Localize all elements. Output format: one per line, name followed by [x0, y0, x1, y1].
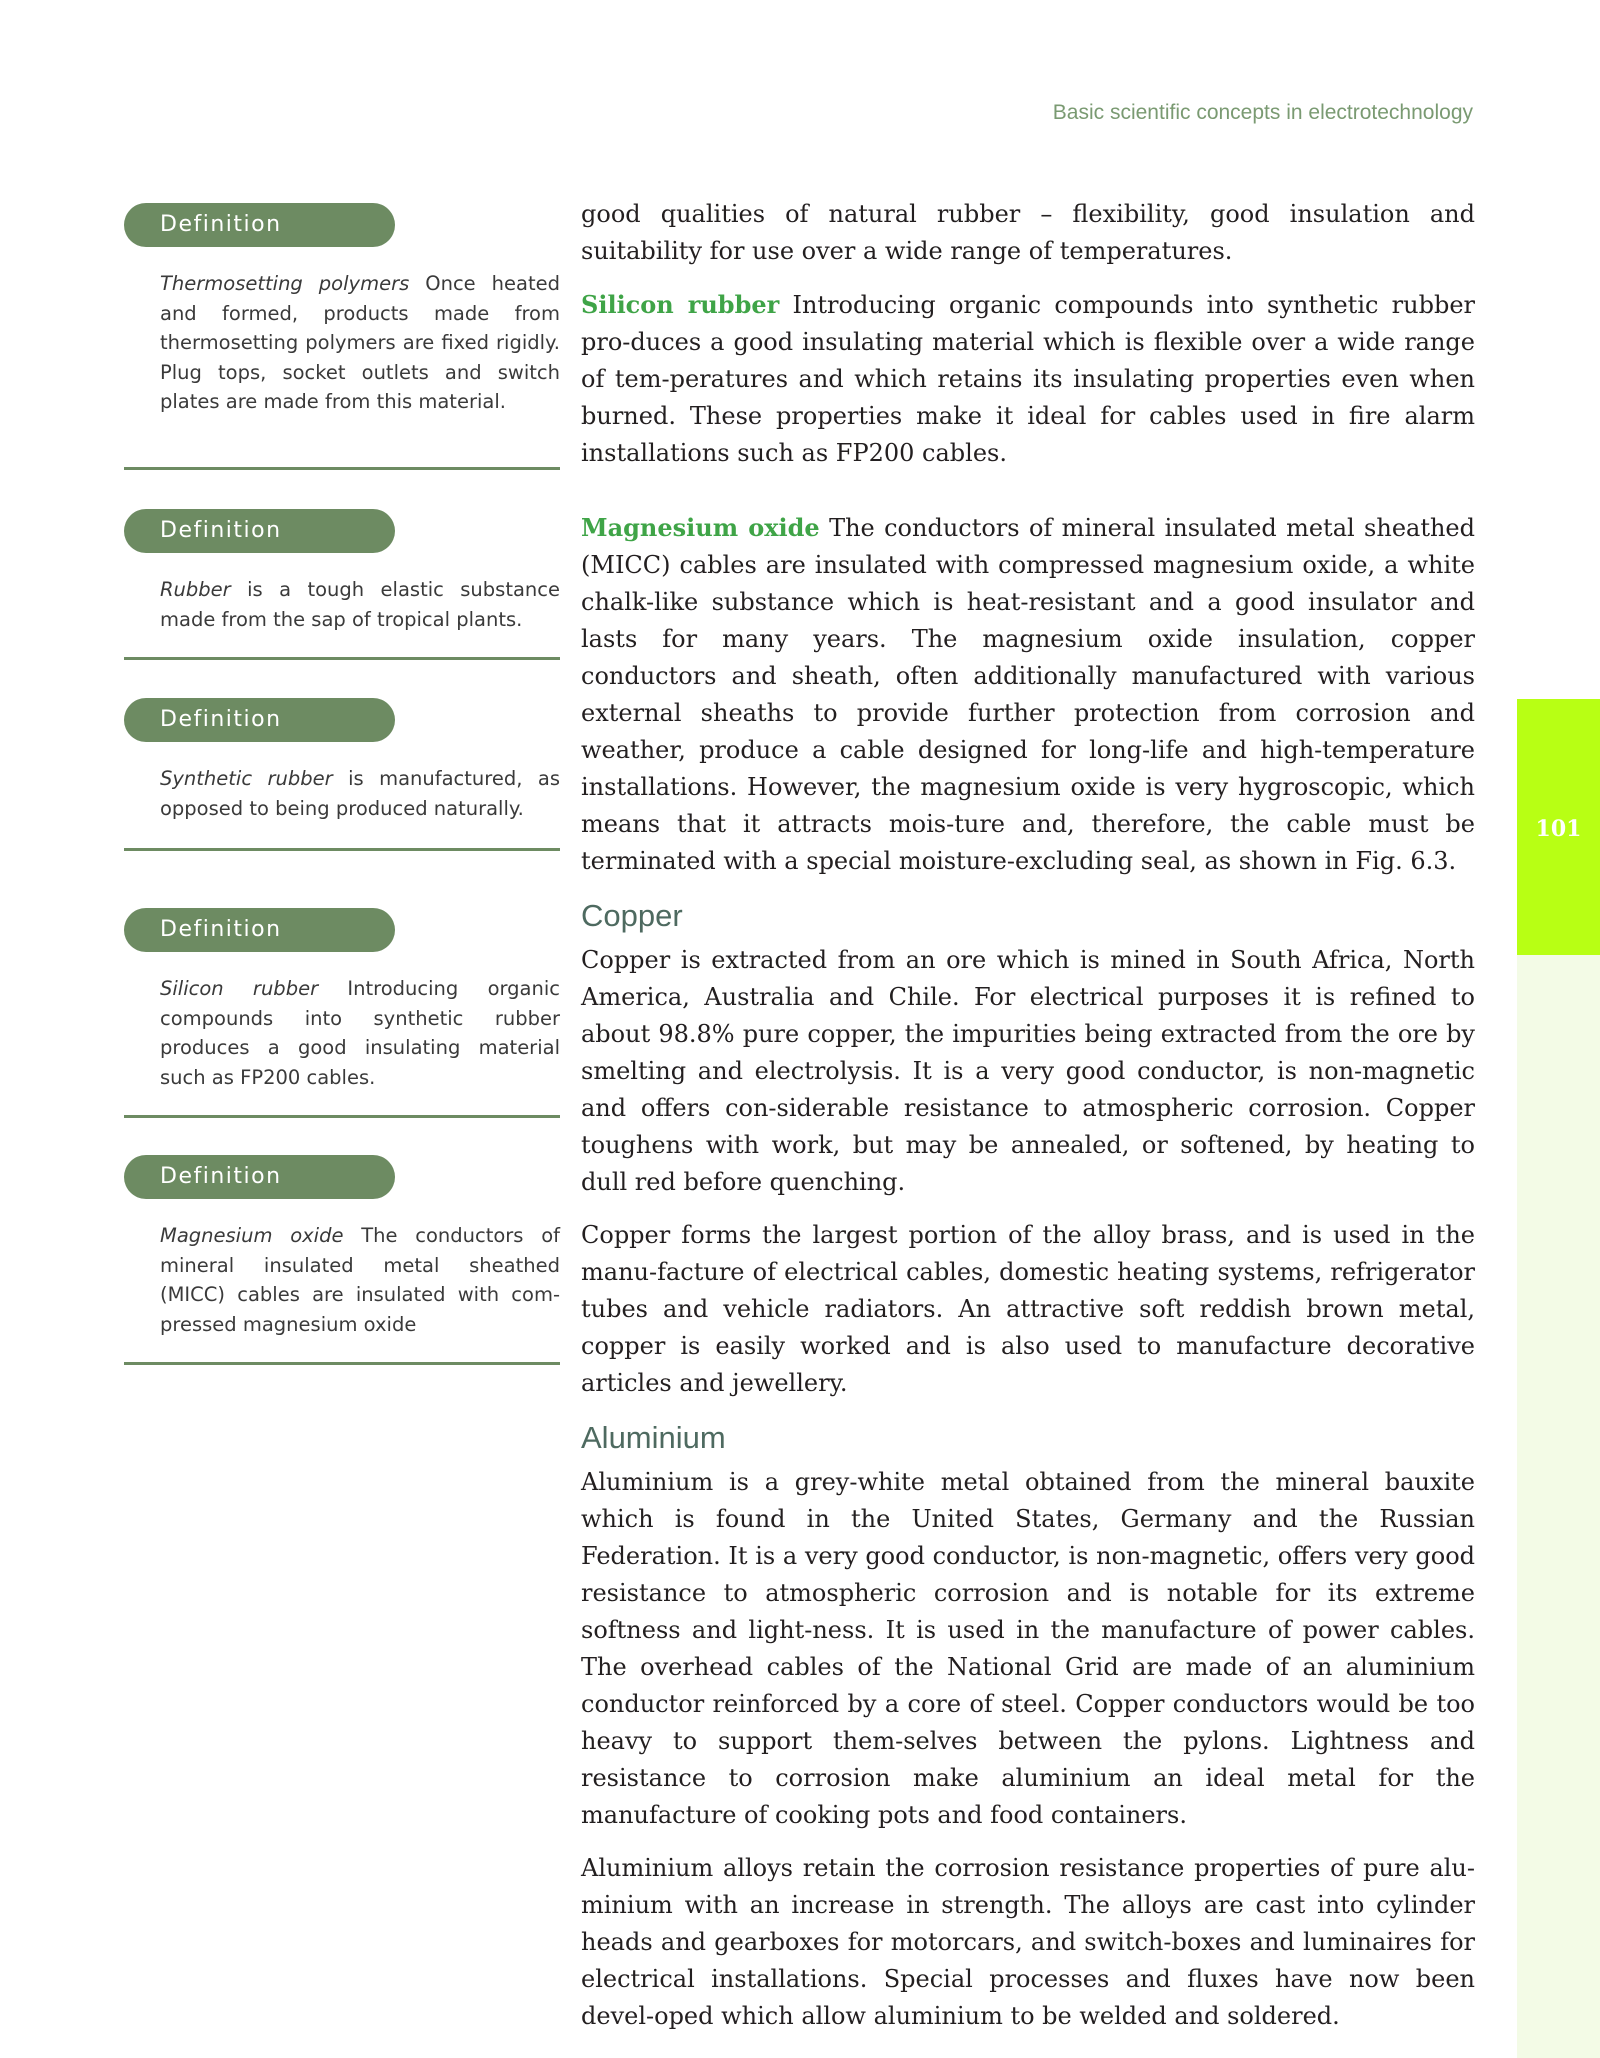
definition-body: is a tough elastic substance made from the sap of tropical plants.	[160, 578, 560, 631]
main-column	[581, 196, 1475, 2051]
definition-label: Definition	[124, 1155, 395, 1199]
body-paragraph: Copper is extracted from an ore which is mined in South Africa, North America, Australia and Chile. For electrical purposes it is refined to about 98.8% pure copper, the impurities being extracted from the ore by smelting and electrolysis. It is a very good conductor, is non-magnetic and offers con-siderable resistance to atmospheric corrosion. Copper toughens with work, but may be annealed, or softened, by heating to dull red before quenching.	[581, 946, 1475, 1196]
paragraph-body: Introducing organic compounds into synthetic rubber pro-duces a good insulating material which is flexible over a wide range of tem-peratures and which retains its insulating properties even when burned. These properties make it ideal for cables used in fire alarm installations such as FP200 cables.	[581, 291, 1475, 467]
run-in-heading: Silicon rubber	[581, 290, 780, 319]
definition-text	[160, 575, 560, 634]
definition-text	[160, 269, 560, 417]
definition-text	[160, 1221, 560, 1339]
definition-box	[124, 698, 560, 823]
definition-box	[124, 1155, 560, 1339]
body-paragraph: Aluminium alloys retain the corrosion resistance properties of pure alu-minium with an increase in strength. The alloys are cast into cylinder heads and gearboxes for motorcars, and switch-boxes and luminaires for electrical installations. Special processes and fluxes have now been devel-oped which allow aluminium to be welded and soldered.	[581, 1854, 1475, 2030]
definition-term: Synthetic rubber	[160, 767, 333, 790]
definition-body: Introducing organic compounds into synthetic rubber produces a good insulating material such as FP200 cables.	[160, 977, 560, 1089]
definition-box	[124, 509, 560, 634]
definition-box	[124, 203, 560, 417]
definition-term: Silicon rubber	[160, 977, 319, 1000]
body-paragraph: Copper forms the largest portion of the alloy brass, and is used in the manu-facture of electrical cables, domestic heating systems, refrigerator tubes and vehicle radiators. An attractive soft reddish brown metal, copper is easily worked and is also used to manufacture decorative articles and jewellery.	[581, 1221, 1475, 1397]
definition-box	[124, 908, 560, 1092]
definition-body: is manufactured, as opposed to being produced naturally.	[160, 767, 560, 820]
page-number: 101	[1535, 816, 1582, 842]
definition-divider	[124, 467, 560, 470]
magnesium-oxide-paragraph	[581, 509, 1475, 880]
definition-label: Definition	[124, 509, 395, 553]
running-header: Basic scientific concepts in electrotechnology	[1052, 101, 1473, 124]
definition-divider	[124, 657, 560, 660]
section-heading-aluminium: Aluminium	[581, 1420, 726, 1455]
definition-text	[160, 764, 560, 823]
definition-label: Definition	[124, 908, 395, 952]
run-in-heading: Magnesium oxide	[581, 513, 820, 542]
page-margin-band	[1517, 955, 1600, 2058]
definition-divider	[124, 1362, 560, 1365]
definition-body: The conductors of mineral insulated metal sheathed (MICC) cables are insulated with com-pressed magnesium oxide	[160, 1224, 560, 1336]
definition-term: Magnesium oxide	[160, 1224, 344, 1247]
definition-term: Rubber	[160, 578, 231, 601]
definition-label: Definition	[124, 203, 395, 247]
body-paragraph: Aluminium is a grey-white metal obtained from the mineral bauxite which is found in the United States, Germany and the Russian Federation. It is a very good conductor, is non-magnetic, offers very good resistance to atmospheric corrosion and is notable for its extreme softness and light-ness. It is used in the manufacture of power cables. The overhead cables of the National Grid are made of an aluminium conductor reinforced by a core of steel. Copper conductors would be too heavy to support them-selves between the pylons. Lightness and resistance to corrosion make aluminium an ideal metal for the manufacture of cooking pots and food containers.	[581, 1468, 1475, 1829]
definition-divider	[124, 848, 560, 851]
section-heading-copper: Copper	[581, 898, 683, 933]
paragraph-body: The conductors of mineral insulated metal sheathed (MICC) cables are insulated with compressed magnesium oxide, a white chalk-like substance which is heat-resistant and a good insulator and lasts for many years. The magnesium oxide insulation, copper conductors and sheath, often additionally manufactured with various external sheaths to provide further protection from corrosion and weather, produce a cable designed for long-life and high-temperature installations. However, the magnesium oxide is very hygroscopic, which means that it attracts mois-ture and, therefore, the cable must be terminated with a special moisture-excluding seal, as shown in Fig. 6.3.	[581, 514, 1475, 875]
silicon-rubber-paragraph	[581, 286, 1475, 472]
definition-label: Definition	[124, 698, 395, 742]
body-paragraph: good qualities of natural rubber – flexibility, good insulation and suitability for use over a wide range of temperatures.	[581, 200, 1475, 265]
definition-body: Once heated and formed, products made from thermosetting polymers are fixed rigidly. Plug tops, socket outlets and switch plates are made from this material.	[160, 272, 560, 413]
definition-term: Thermosetting polymers	[160, 272, 410, 295]
definition-text	[160, 974, 560, 1092]
definition-divider	[124, 1115, 560, 1118]
